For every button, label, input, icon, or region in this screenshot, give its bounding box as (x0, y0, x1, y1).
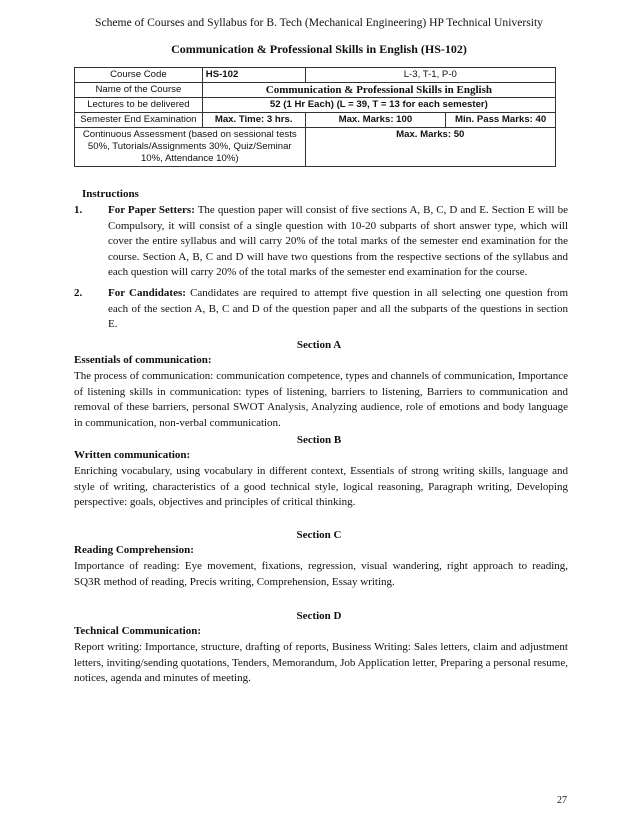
section-title: Technical Communication: (74, 625, 202, 637)
section-heading: Section A (296, 339, 342, 351)
min-pass-marks-value: Min. Pass Marks: 40 (446, 113, 556, 128)
section-heading: Section C (296, 529, 342, 541)
section-body: Report writing: Importance, structure, drafting of reports, Business Writing: Sales letters, claim and adjustment letters, inviting/sending quotations, Tenders, Memorandum, Job Application letter, Preparing a personal resume, notices, agenda and minutes of meeting. (74, 641, 568, 685)
course-details-table (74, 67, 556, 167)
table-row (75, 128, 556, 167)
instruction-number: 1. (74, 204, 83, 216)
page-number: 27 (557, 795, 567, 806)
section-body: The process of communication: communication competence, types and channels of communication, Importance of listening skills in communication: types of listening, barriers to listening, Barriers to communication and removal of these barriers, personal SWOT Analysis, Analyzing audience, role of emotions and body language in communication, non-verbal communication. (74, 370, 568, 429)
instruction-lead: For Candidates: (108, 287, 186, 299)
table-row (75, 68, 556, 83)
section-body: Importance of reading: Eye movement, fixations, regression, visual wandering, right approach to reading, SQ3R method of reading, Precis writing, Comprehension, Essay writing. (74, 560, 568, 588)
lectures-value: 52 (1 Hr Each) (L = 39, T = 13 for each semester) (202, 98, 555, 113)
course-code-value: HS-102 (202, 68, 305, 83)
continuous-assessment-value: Max. Marks: 50 (305, 128, 555, 167)
continuous-assessment-label: Continuous Assessment (based on sessional tests 50%, Tutorials/Assignments 30%, Quiz/Seminar 10%, Attendance 10%) (75, 128, 306, 167)
lectures-label: Lectures to be delivered (75, 98, 203, 113)
course-title: Communication & Professional Skills in English (HS-102) (171, 42, 467, 56)
section-title: Essentials of communication: (74, 354, 212, 366)
page-header: Scheme of Courses and Syllabus for B. Tech (Mechanical Engineering) HP Technical University (95, 16, 543, 29)
instruction-lead: For Paper Setters: (108, 204, 195, 216)
instruction-number: 2. (74, 287, 83, 299)
instruction-body: The question paper will consist of five sections A, B, C, D and E. Section E will be Compulsory, it will consist of a single question with 10-20 subparts of short answer type, which will cover the entire syllabus and will carry 20% of the total marks of the semester end examination for the course. Section A, B, C and D will have two questions from the respective sections of the syllabus and each question will carry 20% of the total marks of the semester end examination for the course. (108, 204, 568, 279)
semester-end-label: Semester End Examination (75, 113, 203, 128)
table-row (75, 98, 556, 113)
instructions-heading: Instructions (82, 188, 139, 200)
ltp-value: L-3, T-1, P-0 (305, 68, 555, 83)
course-name-value: Communication & Professional Skills in English (202, 83, 555, 98)
section-heading: Section B (296, 434, 342, 446)
instruction-text (108, 286, 568, 333)
course-name-label: Name of the Course (75, 83, 203, 98)
instruction-text (108, 203, 568, 281)
max-marks-value: Max. Marks: 100 (305, 113, 446, 128)
instruction-body: Candidates are required to attempt five question in all selecting one question from each of the section A, B, C and D of the question paper and all the subparts of the questions in section E. (108, 287, 568, 331)
section-title: Reading Comprehension: (74, 544, 194, 556)
section-heading: Section D (296, 610, 342, 622)
section-body: Enriching vocabulary, using vocabulary in different context, Essentials of strong writing skills, language and style of writing, characteristics of a good technical style, logical reasoning, Paragraph writing, Developing perspective: goals, objectives and principles of critical thinking. (74, 465, 568, 509)
max-time-value: Max. Time: 3 hrs. (202, 113, 305, 128)
course-code-label: Course Code (75, 68, 203, 83)
instruction-item (74, 286, 568, 333)
table-row (75, 83, 556, 98)
section-title: Written communication: (74, 449, 191, 461)
instruction-item (74, 203, 568, 281)
table-row (75, 113, 556, 128)
